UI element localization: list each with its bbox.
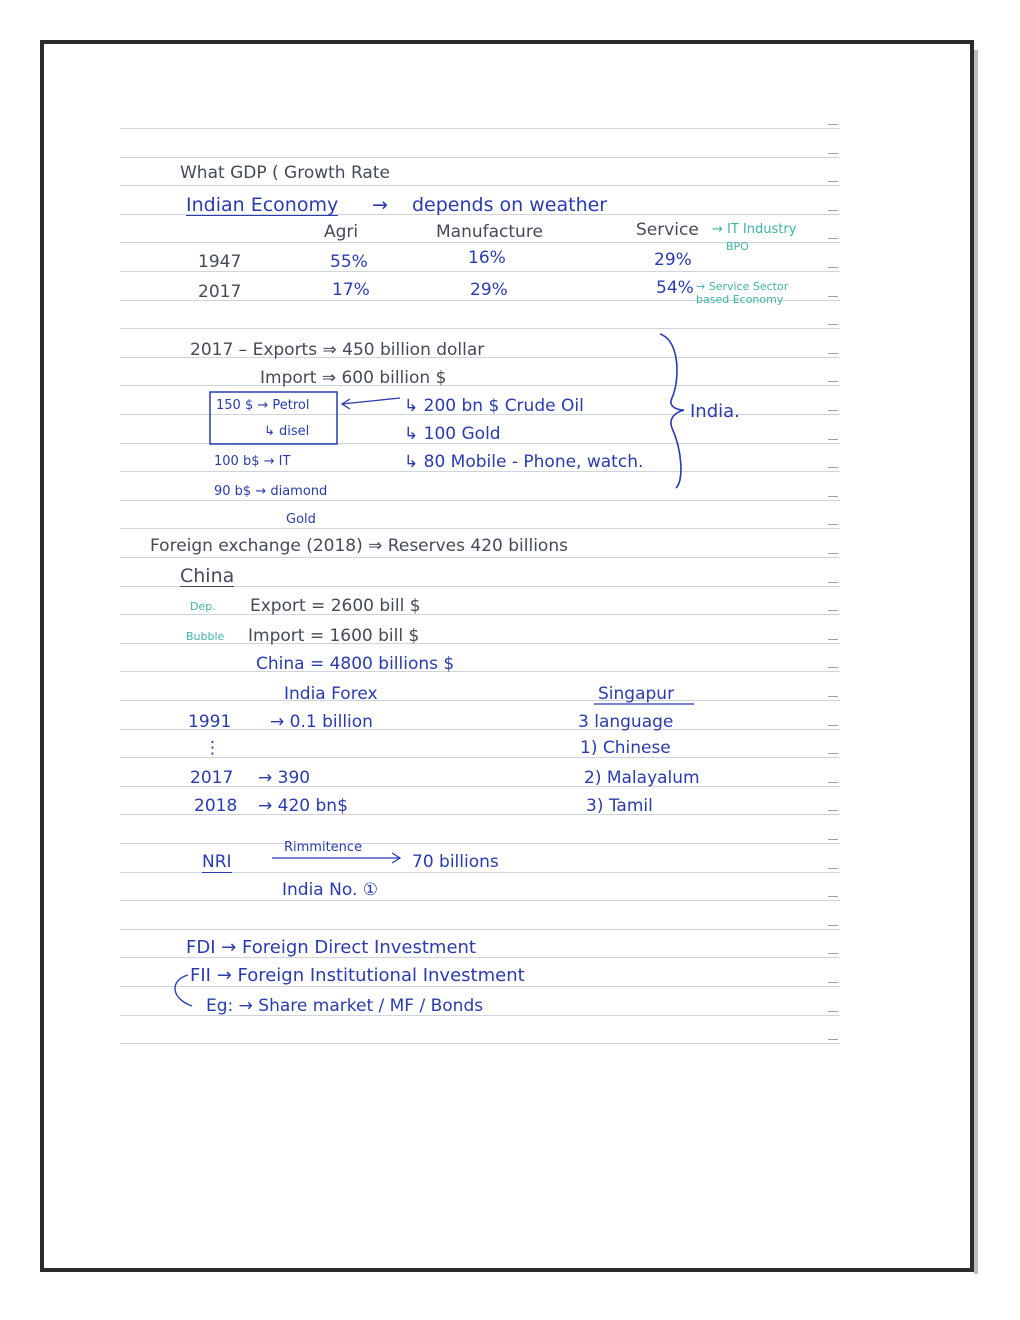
margin-tick bbox=[828, 725, 838, 726]
margin-tick bbox=[828, 896, 838, 897]
margin-tick bbox=[828, 296, 838, 297]
row-year-1947: 1947 bbox=[198, 252, 242, 272]
examples-line: Eg: → Share market / MF / Bonds bbox=[206, 996, 484, 1016]
forex-year-2017: 2017 bbox=[190, 768, 234, 788]
import-line: Import ⇒ 600 billion $ bbox=[260, 368, 447, 388]
margin-tick bbox=[828, 610, 838, 611]
ruled-line bbox=[120, 671, 840, 672]
margin-tick bbox=[828, 553, 838, 554]
fdi-line: FDI → Foreign Direct Investment bbox=[186, 937, 476, 958]
gold-import-line: ↳ 100 Gold bbox=[404, 424, 501, 444]
forex-ellipsis: ⋮ bbox=[204, 738, 221, 758]
margin-tick bbox=[828, 410, 838, 411]
ruled-line bbox=[120, 900, 840, 901]
agri-1947: 55% bbox=[330, 252, 368, 272]
ruled-line bbox=[120, 614, 840, 615]
ruled-line bbox=[120, 929, 840, 930]
forex-line: Foreign exchange (2018) ⇒ Reserves 420 billions bbox=[150, 536, 568, 556]
ruled-line bbox=[120, 843, 840, 844]
it-line: 100 b$ → IT bbox=[214, 454, 291, 469]
margin-tick bbox=[828, 696, 838, 697]
indian-economy-heading: Indian Economy bbox=[186, 194, 339, 216]
margin-tick bbox=[828, 782, 838, 783]
mobile-import-line: ↳ 80 Mobile - Phone, watch. bbox=[404, 452, 644, 472]
note-bpo: BPO bbox=[726, 240, 749, 253]
ruled-line bbox=[120, 128, 840, 129]
ruled-line bbox=[120, 986, 840, 987]
depends-on-weather: depends on weather bbox=[412, 194, 608, 216]
china-heading: China bbox=[180, 565, 235, 587]
agri-2017: 17% bbox=[332, 280, 370, 300]
heading-arrow: → bbox=[372, 194, 388, 216]
service-1947: 29% bbox=[654, 250, 692, 270]
singapore-languages-header: 3 language bbox=[578, 712, 674, 732]
singapore-language-1: 1) Chinese bbox=[580, 738, 671, 758]
ruled-line bbox=[120, 500, 840, 501]
ruled-line bbox=[120, 528, 840, 529]
row-year-2017: 2017 bbox=[198, 282, 242, 302]
margin-tick bbox=[828, 982, 838, 983]
forex-year-1991: 1991 bbox=[188, 712, 232, 732]
china-import: Import = 1600 bill $ bbox=[248, 626, 420, 646]
column-service: Service bbox=[636, 220, 699, 240]
margin-tick bbox=[828, 496, 838, 497]
nri-amount: 70 billions bbox=[412, 852, 499, 872]
forex-value-1991: → 0.1 billion bbox=[270, 712, 373, 732]
margin-tick bbox=[828, 753, 838, 754]
margin-tick bbox=[828, 181, 838, 182]
ruled-line bbox=[120, 157, 840, 158]
china-import-tag: Bubble bbox=[186, 630, 225, 643]
fii-line: FII → Foreign Institutional Investment bbox=[190, 965, 525, 986]
service-2017: 54% bbox=[656, 278, 694, 298]
china-export: Export = 2600 bill $ bbox=[250, 596, 421, 616]
note-service-sector: → Service Sector based Economy bbox=[696, 280, 789, 306]
ruled-line bbox=[120, 1043, 840, 1044]
margin-tick bbox=[828, 925, 838, 926]
singapore-language-2: 2) Malayalum bbox=[584, 768, 700, 788]
nri-label: NRI bbox=[202, 852, 232, 872]
exports-line: 2017 – Exports ⇒ 450 billion dollar bbox=[190, 340, 485, 360]
ruled-line bbox=[120, 700, 840, 701]
ruled-line bbox=[120, 385, 840, 386]
margin-tick bbox=[828, 124, 838, 125]
margin-tick bbox=[828, 582, 838, 583]
petrol-line: 150 $ → Petrol bbox=[216, 398, 310, 413]
ruled-line bbox=[120, 557, 840, 558]
margin-tick bbox=[828, 953, 838, 954]
forex-year-2018: 2018 bbox=[194, 796, 238, 816]
column-agri: Agri bbox=[324, 222, 359, 242]
forex-value-2018: → 420 bn$ bbox=[258, 796, 348, 816]
india-brace-label: India. bbox=[690, 401, 740, 422]
manufacture-1947: 16% bbox=[468, 248, 506, 268]
manufacture-2017: 29% bbox=[470, 280, 508, 300]
china-export-tag: Dep. bbox=[190, 600, 216, 613]
ruled-line bbox=[120, 757, 840, 758]
margin-tick bbox=[828, 238, 838, 239]
nri-note: India No. ① bbox=[282, 880, 378, 900]
crude-oil-line: ↳ 200 bn $ Crude Oil bbox=[404, 396, 584, 416]
china-total: China = 4800 billions $ bbox=[256, 654, 455, 674]
diamond-line: 90 b$ → diamond bbox=[214, 484, 328, 499]
note-it-industry: → IT Industry bbox=[712, 222, 797, 237]
page-title: What GDP ( Growth Rate bbox=[180, 163, 390, 183]
margin-tick bbox=[828, 524, 838, 525]
margin-tick bbox=[828, 667, 838, 668]
india-forex-header: India Forex bbox=[284, 684, 378, 704]
margin-tick bbox=[828, 467, 838, 468]
ruled-line bbox=[120, 643, 840, 644]
nri-arrow-label: Rimmitence bbox=[284, 840, 363, 855]
diesel-line: ↳ disel bbox=[264, 424, 310, 439]
column-manufacture: Manufacture bbox=[436, 222, 543, 242]
ruled-line bbox=[120, 328, 840, 329]
diamond-gold-line: Gold bbox=[286, 512, 316, 527]
margin-tick bbox=[828, 353, 838, 354]
margin-tick bbox=[828, 1039, 838, 1040]
margin-tick bbox=[828, 439, 838, 440]
margin-tick bbox=[828, 381, 838, 382]
margin-tick bbox=[828, 324, 838, 325]
margin-tick bbox=[828, 267, 838, 268]
margin-tick bbox=[828, 639, 838, 640]
margin-tick bbox=[828, 210, 838, 211]
ruled-line bbox=[120, 185, 840, 186]
margin-tick bbox=[828, 868, 838, 869]
forex-value-2017: → 390 bbox=[258, 768, 311, 788]
singapore-heading: Singapur bbox=[598, 684, 675, 704]
margin-tick bbox=[828, 839, 838, 840]
margin-tick bbox=[828, 810, 838, 811]
singapore-language-3: 3) Tamil bbox=[586, 796, 653, 816]
margin-tick bbox=[828, 153, 838, 154]
margin-tick bbox=[828, 1011, 838, 1012]
